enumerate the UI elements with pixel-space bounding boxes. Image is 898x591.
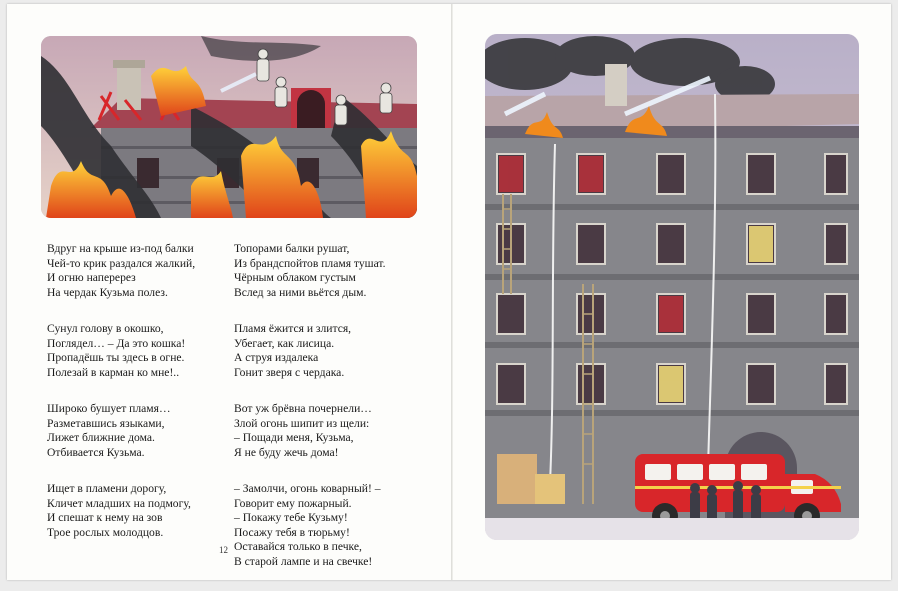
verse-line: Вслед за ними вьётся дым.: [234, 285, 367, 299]
verse-line: В старой лампе и на свечке!: [234, 554, 373, 568]
stanza: [47, 242, 229, 300]
verse-line: Злой огонь шипит из щели:: [234, 416, 370, 430]
verse-line: Чёрным облаком густым: [234, 271, 356, 284]
stanza: [47, 322, 229, 380]
verse-line: И спешат к нему на зов: [47, 511, 163, 524]
stanza: [234, 482, 430, 569]
building-fire-illustration: [485, 34, 859, 540]
book-gutter: [451, 4, 453, 580]
verse-line: А струя издалека: [234, 351, 319, 364]
verse-line: – Пощади меня, Кузьма,: [234, 431, 354, 444]
verse-line: Поглядел… – Да это кошка!: [47, 336, 186, 350]
poem-column-right: [234, 242, 430, 591]
verse-line: И огню наперерез: [47, 271, 136, 284]
page-number: 12: [219, 545, 228, 555]
verse-line: Широко бушует пламя…: [47, 402, 171, 415]
verse-line: Пламя ёжится и злится,: [234, 322, 352, 335]
roof-fire-drawing: [41, 36, 417, 218]
verse-line: Из брандспойтов пламя тушат.: [234, 256, 386, 270]
verse-line: Чей-то крик раздался жалкий,: [47, 256, 196, 270]
book-spread: [7, 4, 891, 580]
verse-line: Пропадёшь ты здесь в огне.: [47, 351, 185, 364]
verse-line: Я не буду жечь дома!: [234, 445, 339, 459]
roof-fire-illustration: [41, 36, 417, 218]
verse-line: Отбивается Кузьма.: [47, 445, 145, 459]
stanza: [234, 322, 430, 380]
verse-line: Говорит ему пожарный.: [234, 496, 352, 510]
stanza: [234, 242, 430, 300]
verse-line: На чердак Кузьма полез.: [47, 285, 168, 299]
verse-line: Полезай в карман ко мне!..: [47, 365, 180, 379]
verse-line: Топорами балки рушат,: [234, 242, 350, 255]
stanza: [234, 402, 430, 460]
verse-line: Кличет младших на подмогу,: [47, 496, 191, 510]
verse-line: Посажу тебя в тюрьму!: [234, 525, 350, 539]
stanza: [47, 402, 229, 460]
stanza: [47, 482, 229, 540]
verse-line: Трое рослых молодцов.: [47, 525, 164, 539]
verse-line: Сунул голову в окошко,: [47, 322, 164, 335]
verse-line: Убегает, как лисица.: [234, 336, 335, 350]
verse-line: Вдруг на крыше из-под балки: [47, 242, 194, 255]
verse-line: – Покажу тебе Кузьму!: [234, 511, 348, 524]
verse-line: Ищет в пламени дорогу,: [47, 482, 167, 495]
verse-line: – Замолчи, огонь коварный! –: [234, 482, 381, 495]
verse-line: Оставайся только в печке,: [234, 540, 362, 553]
verse-line: Разметавшись языками,: [47, 416, 165, 430]
verse-line: Лижет ближние дома.: [47, 431, 155, 444]
building-fire-drawing: [485, 34, 859, 540]
verse-line: Гонит зверя с чердака.: [234, 365, 345, 379]
verse-line: Вот уж брёвна почернели…: [234, 402, 372, 415]
poem-column-left: [47, 242, 229, 562]
